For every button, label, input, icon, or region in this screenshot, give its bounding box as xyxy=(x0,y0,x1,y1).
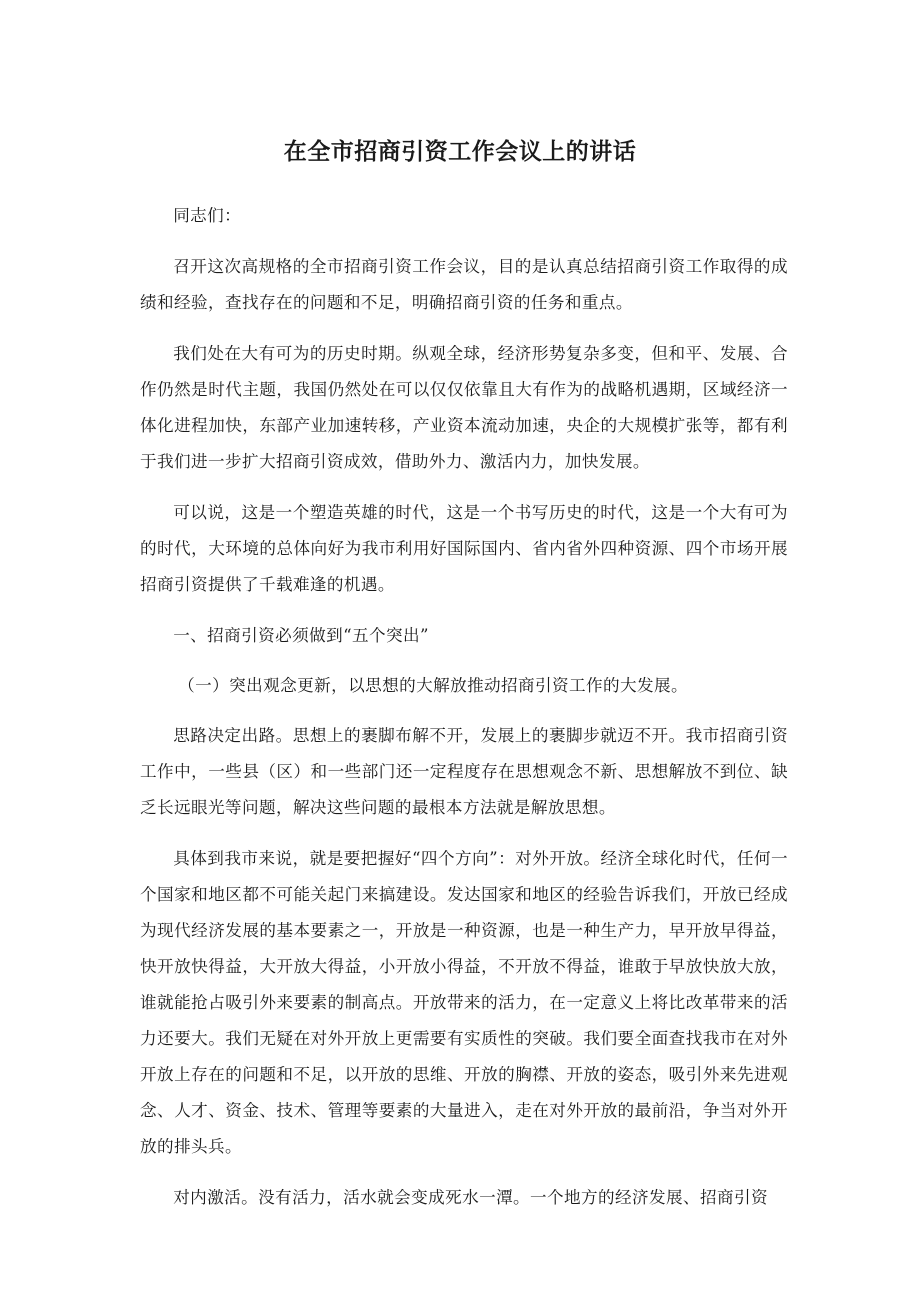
paragraph-opportunity: 可以说，这是一个塑造英雄的时代，这是一个书写历史的时代，这是一个大有可为的时代，大环境的总体向好为我市利用好国际国内、省内省外四种资源、四个市场开展招商引资提供了千载难逢的机遇。 xyxy=(140,503,788,594)
subsection-heading: （一）突出观念更新，以思想的大解放推动招商引资工作的大发展。 xyxy=(178,676,688,695)
paragraph-thinking: 思路决定出路。思想上的裹脚布解不开，发展上的裹脚步就迈不开。我市招商引资工作中，一些县（区）和一些部门还一定程度存在思想观念不新、思想解放不到位、缺乏长远眼光等问题，解决这些问题的最根本方法就是解放思想。 xyxy=(140,726,788,817)
paragraph-internal-vitality: 对内激活。没有活力，活水就会变成死水一潭。一个地方的经济发展、招商引资 xyxy=(173,1188,768,1207)
paragraph-opening-up: 具体到我市来说，就是要把握好“四个方向”：对外开放。经济全球化时代，任何一个国家和地区都不可能关起门来搞建设。发达国家和地区的经验告诉我们，开放已经成为现代经济发展的基本要素之一，开放是一种资源，也是一种生产力，早开放早得益，快开放快得益，大开放大得益，小开放小得益，不开放不得益，谁敢于早放快放大放，谁就能抢占吸引外来要素的制高点。开放带来的活力，在一定意义上将比改革带来的活力还要大。我们无疑在对外开放上更需要有实质性的突破。我们要全面查找我市在对外开放上存在的问题和不足，以开放的思维、开放的胸襟、开放的姿态，吸引外来先进观念、人才、资金、技术、管理等要素的大量进入，走在对外开放的最前沿，争当对外开放的排头兵。 xyxy=(140,849,788,1156)
paragraph-intro: 召开这次高规格的全市招商引资工作会议，目的是认真总结招商引资工作取得的成绩和经验，查找存在的问题和不足，明确招商引资的任务和重点。 xyxy=(140,257,788,312)
salutation: 同志们： xyxy=(173,206,242,225)
document-body xyxy=(140,198,788,1231)
paragraph-era: 我们处在大有可为的历史时期。纵观全球，经济形势复杂多变，但和平、发展、合作仍然是时代主题，我国仍然处在可以仅仅依靠且大有作为的战略机遇期，区域经济一体化进程加快，东部产业加速转移，产业资本流动加速，央企的大规模扩张等，都有利于我们进一步扩大招商引资成效，借助外力、激活内力，加快发展。 xyxy=(140,344,788,471)
document-title: 在全市招商引资工作会议上的讲话 xyxy=(283,139,637,165)
section-heading: 一、招商引资必须做到“五个突出” xyxy=(173,626,429,645)
